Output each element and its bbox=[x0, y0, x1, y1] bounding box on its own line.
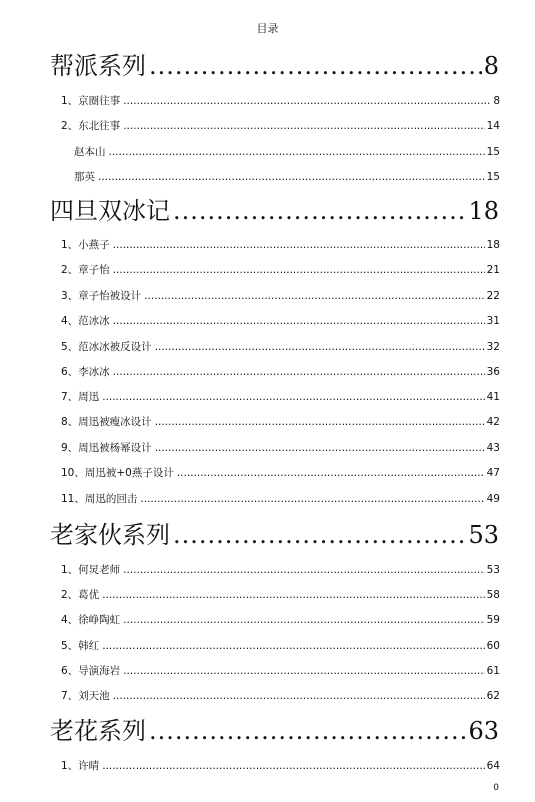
toc-entry[interactable] bbox=[61, 465, 500, 481]
toc-entry-title: 3、章子怡被设计 bbox=[61, 290, 142, 302]
toc-section-entry[interactable] bbox=[50, 49, 499, 83]
toc-dot-leader bbox=[123, 612, 484, 628]
toc-dot-leader bbox=[155, 440, 485, 456]
toc-dot-leader bbox=[102, 389, 484, 405]
toc-entry-title: 帮派系列 bbox=[50, 52, 146, 80]
toc-dot-leader bbox=[123, 562, 484, 578]
toc-dot-leader bbox=[149, 49, 482, 83]
toc-dot-leader bbox=[155, 339, 485, 355]
toc-entry-page: 62 bbox=[486, 690, 500, 702]
toc-entry[interactable] bbox=[61, 313, 500, 329]
toc-entry-page: 42 bbox=[486, 416, 500, 428]
toc-entry[interactable] bbox=[61, 562, 500, 578]
toc-entry[interactable] bbox=[74, 144, 500, 160]
toc-section-entry[interactable] bbox=[50, 518, 499, 552]
toc-entry-title: 1、何炅老师 bbox=[61, 564, 121, 576]
toc-entry[interactable] bbox=[61, 237, 500, 253]
toc-entry-title: 老家伙系列 bbox=[50, 521, 170, 549]
toc-section-entry[interactable] bbox=[50, 194, 499, 228]
toc-entry-title: 四旦双冰记 bbox=[50, 197, 170, 225]
toc-entry-page: 36 bbox=[486, 366, 500, 378]
toc-entry-title: 10、周迅被+0燕子设计 bbox=[61, 467, 174, 479]
page-number: 0 bbox=[493, 783, 499, 793]
toc-entry-title: 5、范冰冰被反设计 bbox=[61, 341, 152, 353]
toc-entry[interactable] bbox=[61, 587, 500, 603]
toc-entry-title: 11、周迅的回击 bbox=[61, 493, 138, 505]
toc-dot-leader bbox=[173, 194, 466, 228]
toc-entry[interactable] bbox=[61, 389, 500, 405]
toc-entry-page: 43 bbox=[486, 442, 500, 454]
toc-entry-title: 5、韩红 bbox=[61, 640, 100, 652]
toc-entry-page: 18 bbox=[486, 239, 500, 251]
toc-entry-title: 1、京圈往事 bbox=[61, 95, 121, 107]
toc-dot-leader bbox=[102, 758, 484, 774]
toc-dot-leader bbox=[177, 465, 485, 481]
toc-dot-leader bbox=[113, 237, 485, 253]
toc-entry[interactable] bbox=[61, 663, 500, 679]
toc-dot-leader bbox=[109, 144, 485, 160]
toc-entry-page: 22 bbox=[486, 290, 500, 302]
toc-entry[interactable] bbox=[61, 758, 500, 774]
toc-entry-page: 58 bbox=[486, 589, 500, 601]
toc-entry-page: 32 bbox=[486, 341, 500, 353]
toc-entry-title: 2、东北往事 bbox=[61, 120, 121, 132]
toc-dot-leader bbox=[113, 688, 485, 704]
toc-entry-page: 8 bbox=[483, 52, 499, 80]
toc-dot-leader bbox=[144, 288, 484, 304]
toc-entry-title: 2、章子怡 bbox=[61, 264, 110, 276]
toc-entry-title: 6、导演海岩 bbox=[61, 665, 121, 677]
toc-section-entry[interactable] bbox=[50, 714, 499, 748]
toc-entry-page: 18 bbox=[468, 197, 499, 225]
toc-entry-page: 53 bbox=[468, 521, 499, 549]
toc-entry-page: 15 bbox=[486, 171, 500, 183]
toc-entry-page: 53 bbox=[486, 564, 500, 576]
toc-entry-title: 9、周迅被杨幂设计 bbox=[61, 442, 152, 454]
toc-entry[interactable] bbox=[74, 169, 500, 185]
toc-entry[interactable] bbox=[61, 364, 500, 380]
toc-dot-leader bbox=[123, 663, 484, 679]
toc-entry[interactable] bbox=[61, 491, 500, 507]
toc-entry-title: 7、周迅 bbox=[61, 391, 100, 403]
toc-dot-leader bbox=[173, 518, 466, 552]
toc-dot-leader bbox=[155, 414, 485, 430]
toc-entry[interactable] bbox=[61, 339, 500, 355]
toc-entry-title: 4、徐峥陶虹 bbox=[61, 614, 121, 626]
toc-entry-page: 14 bbox=[486, 120, 500, 132]
toc-entry-title: 1、小燕子 bbox=[61, 239, 110, 251]
toc-entry[interactable] bbox=[61, 93, 500, 109]
toc-entry-page: 61 bbox=[486, 665, 500, 677]
toc-dot-leader bbox=[149, 714, 466, 748]
toc-entry-page: 47 bbox=[486, 467, 500, 479]
toc-entry-title: 7、刘天池 bbox=[61, 690, 110, 702]
toc-entry-page: 64 bbox=[486, 760, 500, 772]
toc-dot-leader bbox=[113, 262, 485, 278]
toc-entry-page: 63 bbox=[468, 717, 499, 745]
toc-entry-page: 41 bbox=[486, 391, 500, 403]
toc-entry-title: 8、周迅被瘦冰设计 bbox=[61, 416, 152, 428]
toc-entry-title: 老花系列 bbox=[50, 717, 146, 745]
toc-dot-leader bbox=[123, 93, 491, 109]
toc-entry-page: 21 bbox=[486, 264, 500, 276]
toc-dot-leader bbox=[123, 118, 484, 134]
page-title: 目录 bbox=[256, 22, 279, 35]
toc-entry-page: 49 bbox=[486, 493, 500, 505]
toc-entry-page: 59 bbox=[486, 614, 500, 626]
toc-entry[interactable] bbox=[61, 638, 500, 654]
toc-entry[interactable] bbox=[61, 262, 500, 278]
toc-entry[interactable] bbox=[61, 440, 500, 456]
toc-dot-leader bbox=[102, 638, 484, 654]
toc-entry-page: 31 bbox=[486, 315, 500, 327]
toc-entry[interactable] bbox=[61, 414, 500, 430]
toc-dot-leader bbox=[102, 587, 484, 603]
toc-dot-leader bbox=[113, 313, 485, 329]
toc-dot-leader bbox=[140, 491, 484, 507]
toc-entry-page: 15 bbox=[486, 146, 500, 158]
toc-entry[interactable] bbox=[61, 612, 500, 628]
toc-entry[interactable] bbox=[61, 118, 500, 134]
toc-entry-title: 1、许晴 bbox=[61, 760, 100, 772]
toc-entry[interactable] bbox=[61, 288, 500, 304]
toc-entry-page: 8 bbox=[493, 95, 500, 107]
toc-entry-title: 2、葛优 bbox=[61, 589, 100, 601]
toc-dot-leader bbox=[113, 364, 485, 380]
toc-entry[interactable] bbox=[61, 688, 500, 704]
toc-entry-title: 6、李冰冰 bbox=[61, 366, 110, 378]
toc-entry-title: 赵本山 bbox=[74, 146, 106, 158]
toc-entry-page: 60 bbox=[486, 640, 500, 652]
toc-dot-leader bbox=[98, 169, 485, 185]
toc-entry-title: 那英 bbox=[74, 171, 95, 183]
toc-entry-title: 4、范冰冰 bbox=[61, 315, 110, 327]
